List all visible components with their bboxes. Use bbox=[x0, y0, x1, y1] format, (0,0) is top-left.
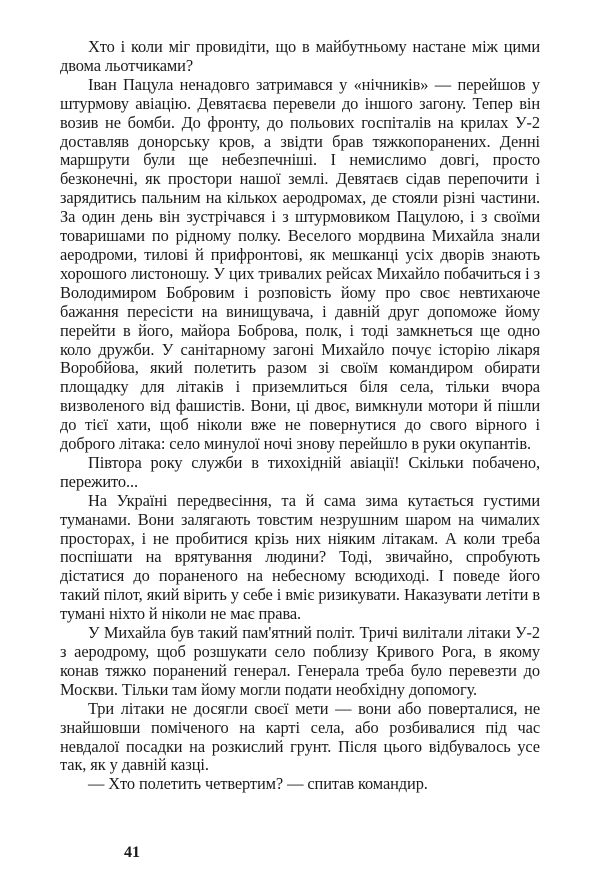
paragraph-7: — Хто полетить четвертим? — спитав командир. bbox=[88, 774, 428, 794]
page-number: 41 bbox=[124, 844, 140, 861]
paragraph-5: У Михайла був такий пам'ятний політ. Тричі вилітали літаки У-2 з аеродрому, щоб розшукати село поблизу Кривого Рога, в якому конав тяжко поранений генерал. Генерала треба було перевезти до Москви. Тільки там йому могли подати необхідну допомогу. bbox=[60, 623, 540, 699]
paragraph-2: Іван Пацула ненадовго затримався у «нічників» — перейшов у штурмову авіацію. Девятаєва перевели до іншого загону. Тепер він возив не бомби. До фронту, до польових госпіталів на крилах У-2 доставляв донорську кров, а звідти брав тяжкопоранених. Денні маршрути були ще небезпечніші. І немислимо довгі, просто безконечні, як простори нашої землі. Девятаєв сідав перепочити і зарядитись пальним на кількох аеродромах, де стояли різні частини. За один день він зустрічався і з штурмовиком Пацулою, і з своїми товаришами по рідному полку. Веселого мордвина Михайла знали аеродроми, тилові й прифронтові, як мешканці усіх дворів знають хорошого листоношу. У цих тривалих рейсах Михайло побачиться і з Володимиром Бобровим і розповість йому про своє невтихаюче бажання пересісти на винищувача, і давній друг допоможе йому перейти в його, майора Боброва, полк, і тоді замкнеться ще одно коло дружби. У санітарному загоні Михайло почує історію лікаря Воробйова, який полетить разом зі своїм командиром обирати площадку для літаків і приземлиться біля села, тільки вчора визволеного від фашистів. Вони, ці двоє, вимкнули мотори й пішли до тієї хати, щоб ніколи вже не повернутися до свого вірного і доброго літака: село минулої ночі знову перейшло в руки окупантів. bbox=[60, 74, 540, 454]
paragraph-1: Хто і коли міг провидіти, що в майбутньому настане між цими двома льотчиками? bbox=[60, 37, 540, 75]
paragraph-6: Три літаки не досягли своєї мети — вони або поверталися, не знайшовши поміченого на карті села, або розбивалися під час невдалої посадки на розкислий грунт. Після цього відбувалось усе так, як у давній казці. bbox=[60, 698, 540, 775]
paragraph-4: На Україні передвесіння, та й сама зима кутається густими туманами. Вони залягають товстим незрушним шаром на чималих просторах, і не пробитися крізь них ніяким літакам. А коли треба поспішати на врятування людини? Тоді, звичайно, спробують дістатися до пораненого на небесному всюдиході. І поведе його такий пілот, який вірить у себе і вміє ризикувати. Наказувати летіти в тумані ніхто й ніколи не має права. bbox=[60, 490, 540, 624]
page-text-body bbox=[60, 38, 540, 794]
paragraph-3: Півтора року служби в тихохідній авіації! Скільки побачено, пережито... bbox=[60, 452, 540, 491]
